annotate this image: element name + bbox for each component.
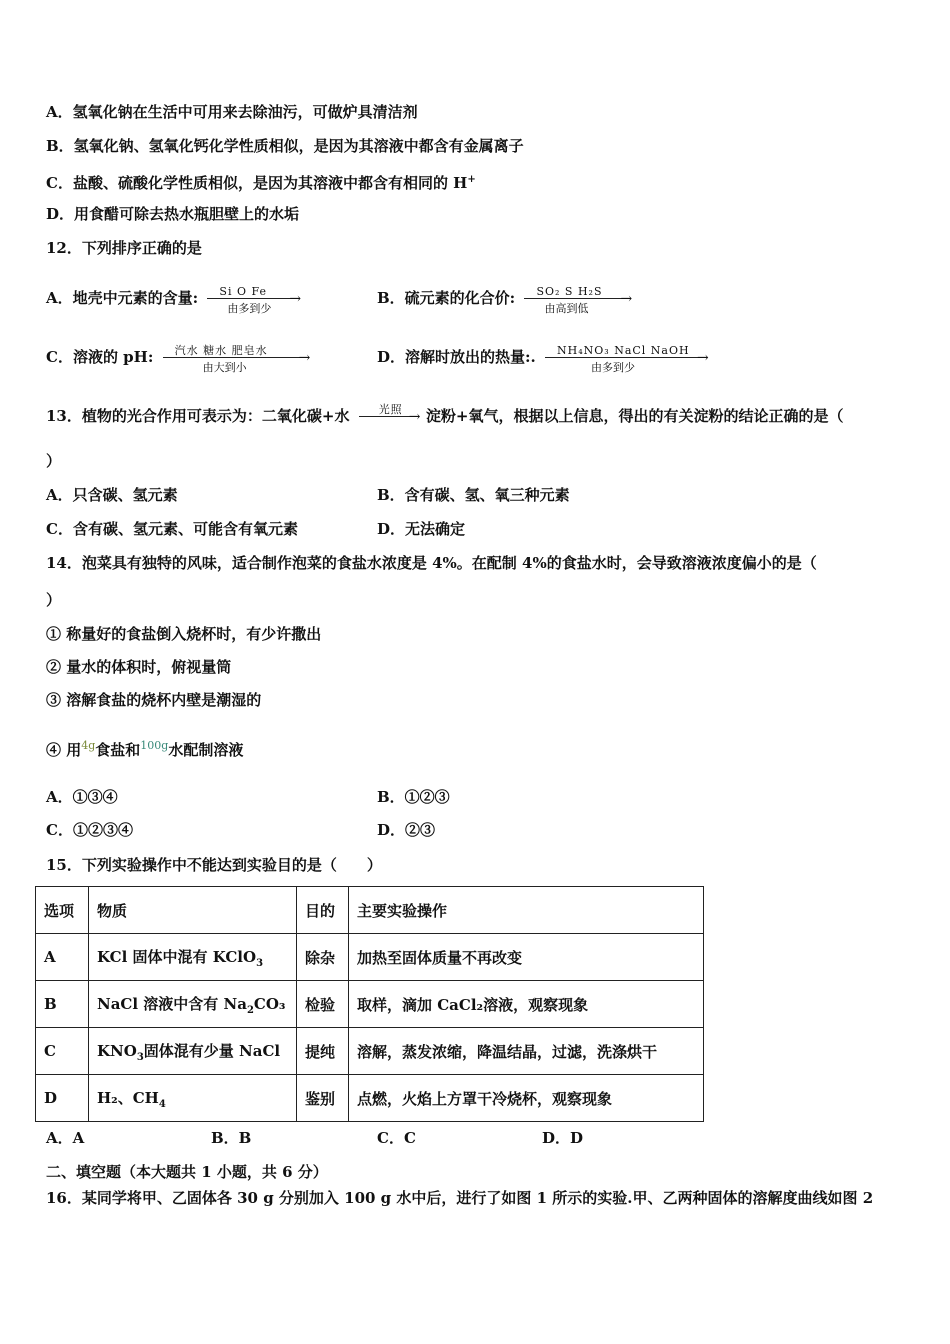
q11-option-a: A．氢氧化钠在生活中可用来去除油污，可做炉具清洁剂 [46,103,418,121]
q15-answer-c: C．C [377,1129,416,1147]
table-header-row [36,887,704,934]
q14-option-d: D．②③ [377,821,436,839]
table-cell: 鉴别 [297,1075,349,1122]
q11-option-d: D．用食醋可除去热水瓶胆壁上的水垢 [46,205,300,223]
table-cell: H₂、$CH_4$ [89,1075,297,1122]
table-cell: 溶解，蒸发浓缩，降温结晶，过滤，洗涤烘干 [349,1028,704,1075]
inline-image-100g: 100g [140,739,169,752]
q15-answer-a: A．A [46,1129,85,1147]
q13-option-c: C．含有碳、氢元素、可能含有氧元素 [46,520,298,538]
table-cell: $KNO_3$固体混有少量 NaCl [89,1028,297,1075]
table-cell: 加热至固体质量不再改变 [349,934,704,981]
q11-option-b: B．氢氧化钠、氢氧化钙化学性质相似，是因为其溶液中都含有金属离子 [46,137,524,155]
table-cell: A [36,934,89,981]
q14-item-2: ② 量水的体积时，俯视量筒 [46,658,232,676]
table-header: 主要实验操作 [349,887,704,934]
table-row [36,1075,704,1122]
table-header: 物质 [89,887,297,934]
table-cell: 提纯 [297,1028,349,1075]
q12-option-b: B．硫元素的化合价: SO₂ S H₂S → 由高到低 [377,284,634,314]
q13-close: ） [46,452,62,470]
light-arrow: 光照 → [359,402,421,432]
table-row [36,1028,704,1075]
order-arrow: NH₄NO₃ NaCl NaOH → 由多到少 [545,343,711,373]
q13-option-a: A．只含碳、氢元素 [46,486,178,504]
q14-option-a: A．①③④ [46,788,118,806]
q12-stem: 12．下列排序正确的是 [46,239,202,257]
q14-option-c: C．①②③④ [46,821,133,839]
order-arrow: 汽水 糖水 肥皂水 → 由大到小 [163,343,313,373]
table-header: 目的 [297,887,349,934]
table-row [36,981,704,1028]
q14-stem: 14．泡菜具有独特的风味，适合制作泡菜的食盐水浓度是 4%。在配制 4%的食盐水时，会导致溶液浓度偏小的是（ [46,554,817,572]
q15-answer-d: D．D [542,1129,584,1147]
q13-option-d: D．无法确定 [377,520,466,538]
q13-stem: 13．植物的光合作用可表示为：二氧化碳+水 光照 → 淀粉+氧气，根据以上信息，得出的有关淀粉的结论正确的是（ [46,402,844,432]
q15-stem: 15．下列实验操作中不能达到实验目的是（ ） [46,856,382,874]
table-row [36,934,704,981]
q14-item-3: ③ 溶解食盐的烧杯内壁是潮湿的 [46,691,262,709]
section-heading: 二、填空题（本大题共 1 小题，共 6 分） [46,1163,328,1181]
q12-option-c: C．溶液的 pH: 汽水 糖水 肥皂水 → 由大到小 [46,343,313,373]
q15-table [35,886,704,1122]
table-cell: 取样，滴加 CaCl₂溶液，观察现象 [349,981,704,1028]
table-cell: NaCl 溶液中含有 $Na_2CO_3$ [89,981,297,1028]
order-arrow: Si O Fe → 由多到少 [207,284,303,314]
q14-option-b: B．①②③ [377,788,450,806]
q13-option-b: B．含有碳、氢、氧三种元素 [377,486,570,504]
table-header: 选项 [36,887,89,934]
q15-answer-b: B．B [211,1129,252,1147]
q12-option-a: A．地壳中元素的含量: Si O Fe → 由多到少 [46,284,303,314]
table-cell: C [36,1028,89,1075]
inline-image-4g: 4g [81,739,96,752]
q16-stem: 16．某同学将甲、乙固体各 30 g 分别加入 100 g 水中后，进行了如图 1 所示的实验.甲、乙两种固体的溶解度曲线如图 2 [46,1189,874,1207]
table-cell: 点燃，火焰上方罩干冷烧杯，观察现象 [349,1075,704,1122]
table-cell: B [36,981,89,1028]
order-arrow: SO₂ S H₂S → 由高到低 [524,284,634,314]
q14-item-1: ① 称量好的食盐倒入烧杯时，有少许撒出 [46,625,322,643]
q11-option-c: C．盐酸、硫酸化学性质相似，是因为其溶液中都含有相同的 H+ [46,174,476,192]
q14-item-4: ④ 用$^{4g}$食盐和$^{100g}$水配制溶液 [46,739,244,759]
table-cell: KCl 固体中混有 KClO$_3$ [89,934,297,981]
table-cell: D [36,1075,89,1122]
table-cell: 除杂 [297,934,349,981]
q14-close: ） [46,591,62,609]
q12-option-d: D．溶解时放出的热量:. NH₄NO₃ NaCl NaOH → 由多到少 [377,343,711,373]
table-cell: 检验 [297,981,349,1028]
